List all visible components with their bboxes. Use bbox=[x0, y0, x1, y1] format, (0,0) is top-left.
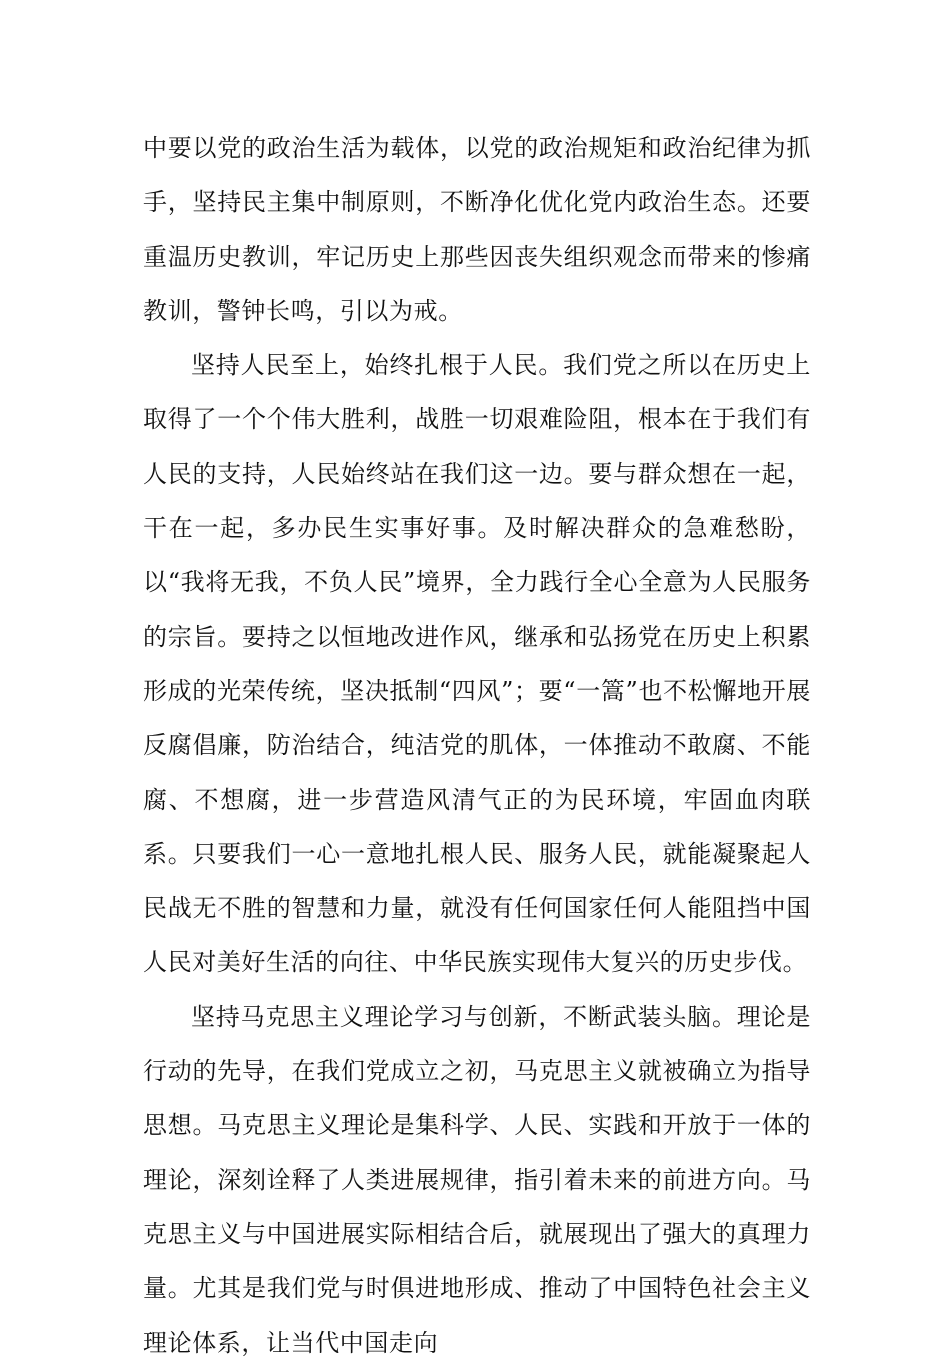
paragraph-continuation: 中要以党的政治生活为载体，以党的政治规矩和政治纪律为抓手，坚持民主集中制原则，不断净化优化党内政治生态。还要重温历史教训，牢记历史上那些因丧失组织观念而带来的惨痛教训，警钟长鸣，引以为戒。 bbox=[143, 134, 811, 325]
paragraph-marxism-theory: 坚持马克思主义理论学习与创新，不断武装头脑。理论是行动的先导，在我们党成立之初，马克思主义就被确立为指导思想。马克思主义理论是集科学、人民、实践和开放于一体的理论，深刻诠释了人类进展规律，指引着未来的前进方向。马克思主义与中国进展实际相结合后，就展现出了强大的真理力量。尤其是我们党与时俱进地形成、推动了中国特色社会主义理论体系，让当代中国走向 bbox=[143, 1002, 811, 1357]
document-body bbox=[143, 121, 811, 1370]
paragraph-people-first: 坚持人民至上，始终扎根于人民。我们党之所以在历史上取得了一个个伟大胜利，战胜一切艰难险阻，根本在于我们有人民的支持，人民始终站在我们这一边。要与群众想在一起，干在一起，多办民生实事好事。及时解决群众的急难愁盼，以“我将无我，不负人民”境界，全力践行全心全意为人民服务的宗旨。要持之以恒地改进作风，继承和弘扬党在历史上积累形成的光荣传统，坚决抵制“四风”；要“一篙”也不松懈地开展反腐倡廉，防治结合，纯洁党的肌体，一体推动不敢腐、不能腐、不想腐，进一步营造风清气正的为民环境，牢固血肉联系。只要我们一心一意地扎根人民、服务人民，就能凝聚起人民战无不胜的智慧和力量，就没有任何国家任何人能阻挡中国人民对美好生活的向往、中华民族实现伟大复兴的历史步伐。 bbox=[143, 351, 811, 977]
